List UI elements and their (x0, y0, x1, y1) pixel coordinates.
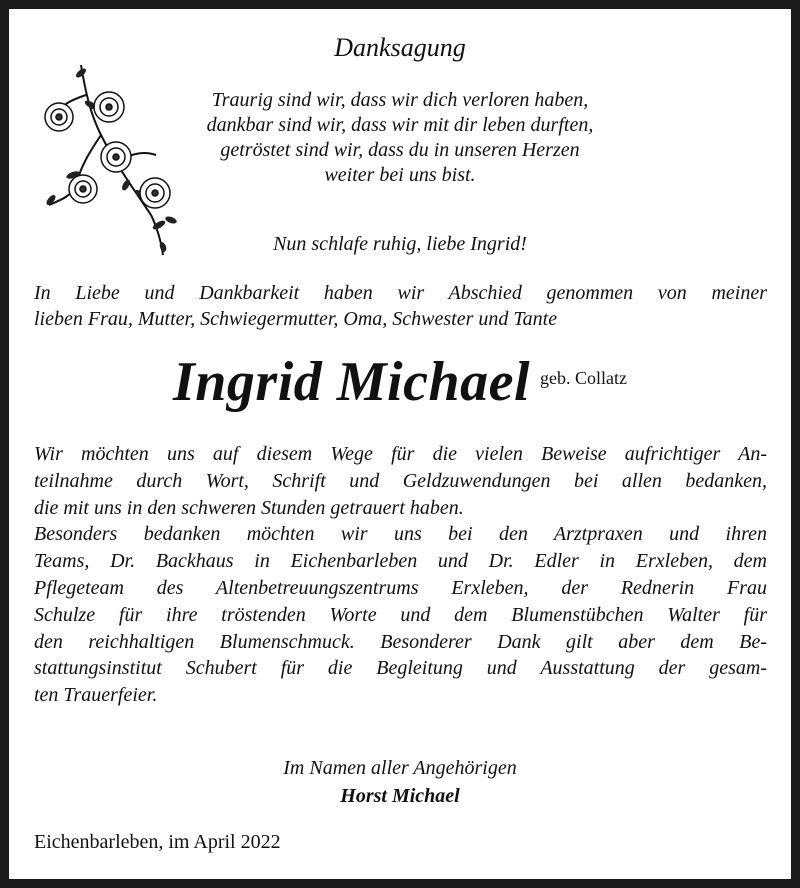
poem-line: Traurig sind wir, dass wir dich verloren haben, (211, 89, 589, 111)
thanks-text (34, 441, 767, 709)
thanks-line: Wir möchten uns auf diesem Wege für die vielen Beweise aufrichtiger An- (34, 443, 767, 465)
thanks-line: Teams, Dr. Backhaus in Eichenbarleben und Dr. Edler in Erxleben, dem (34, 550, 767, 573)
deceased-name: Ingrid Michael (172, 351, 531, 413)
farewell-line: Nun schlafe ruhig, liebe Ingrid! (273, 233, 527, 255)
intro-text (34, 280, 767, 332)
thanks-line: Pflegeteam des Altenbetreuungszentrums Erxleben, der Rednerin Frau (34, 576, 767, 599)
poem (9, 88, 791, 188)
place-date: Eichenbarleben, im April 2022 (34, 831, 281, 853)
poem-line: weiter bei uns bist. (324, 164, 476, 186)
deceased-name-row (9, 350, 791, 414)
thanks-line: den reichhaltigen Blumenschmuck. Besonderer Dank gilt aber dem Be- (34, 630, 767, 653)
thanks-line: Schulze für ihre tröstenden Worte und dem Blumenstübchen Walter für (34, 603, 767, 626)
thanks-line: ten Trauerfeier. (34, 684, 158, 707)
intro-line: In Liebe und Dankbarkeit haben wir Abschied genommen von meiner (34, 282, 767, 304)
signature-name: Horst Michael (340, 785, 460, 807)
signature-block (9, 754, 791, 810)
thanks-line: teilnahme durch Wort, Schrift und Geldzuwendungen bei allen bedanken, (34, 469, 767, 492)
heading: Danksagung (334, 33, 466, 62)
thanks-line: Besonders bedanken möchten wir uns bei den Arztpraxen und ihren (34, 523, 767, 546)
maiden-name: geb. Collatz (540, 368, 628, 388)
intro-line: lieben Frau, Mutter, Schwiegermutter, Oma, Schwester und Tante (34, 308, 558, 330)
thanks-line: die mit uns in den schweren Stunden getrauert haben. (34, 496, 464, 519)
poem-line: getröstet sind wir, dass du in unseren Herzen (220, 139, 580, 161)
thanks-line: stattungsinstitut Schubert für die Begleitung und Ausstattung der gesam- (34, 657, 767, 680)
poem-line: dankbar sind wir, dass wir mit dir leben durften, (206, 114, 594, 136)
signature-line: Im Namen aller Angehörigen (283, 757, 517, 779)
